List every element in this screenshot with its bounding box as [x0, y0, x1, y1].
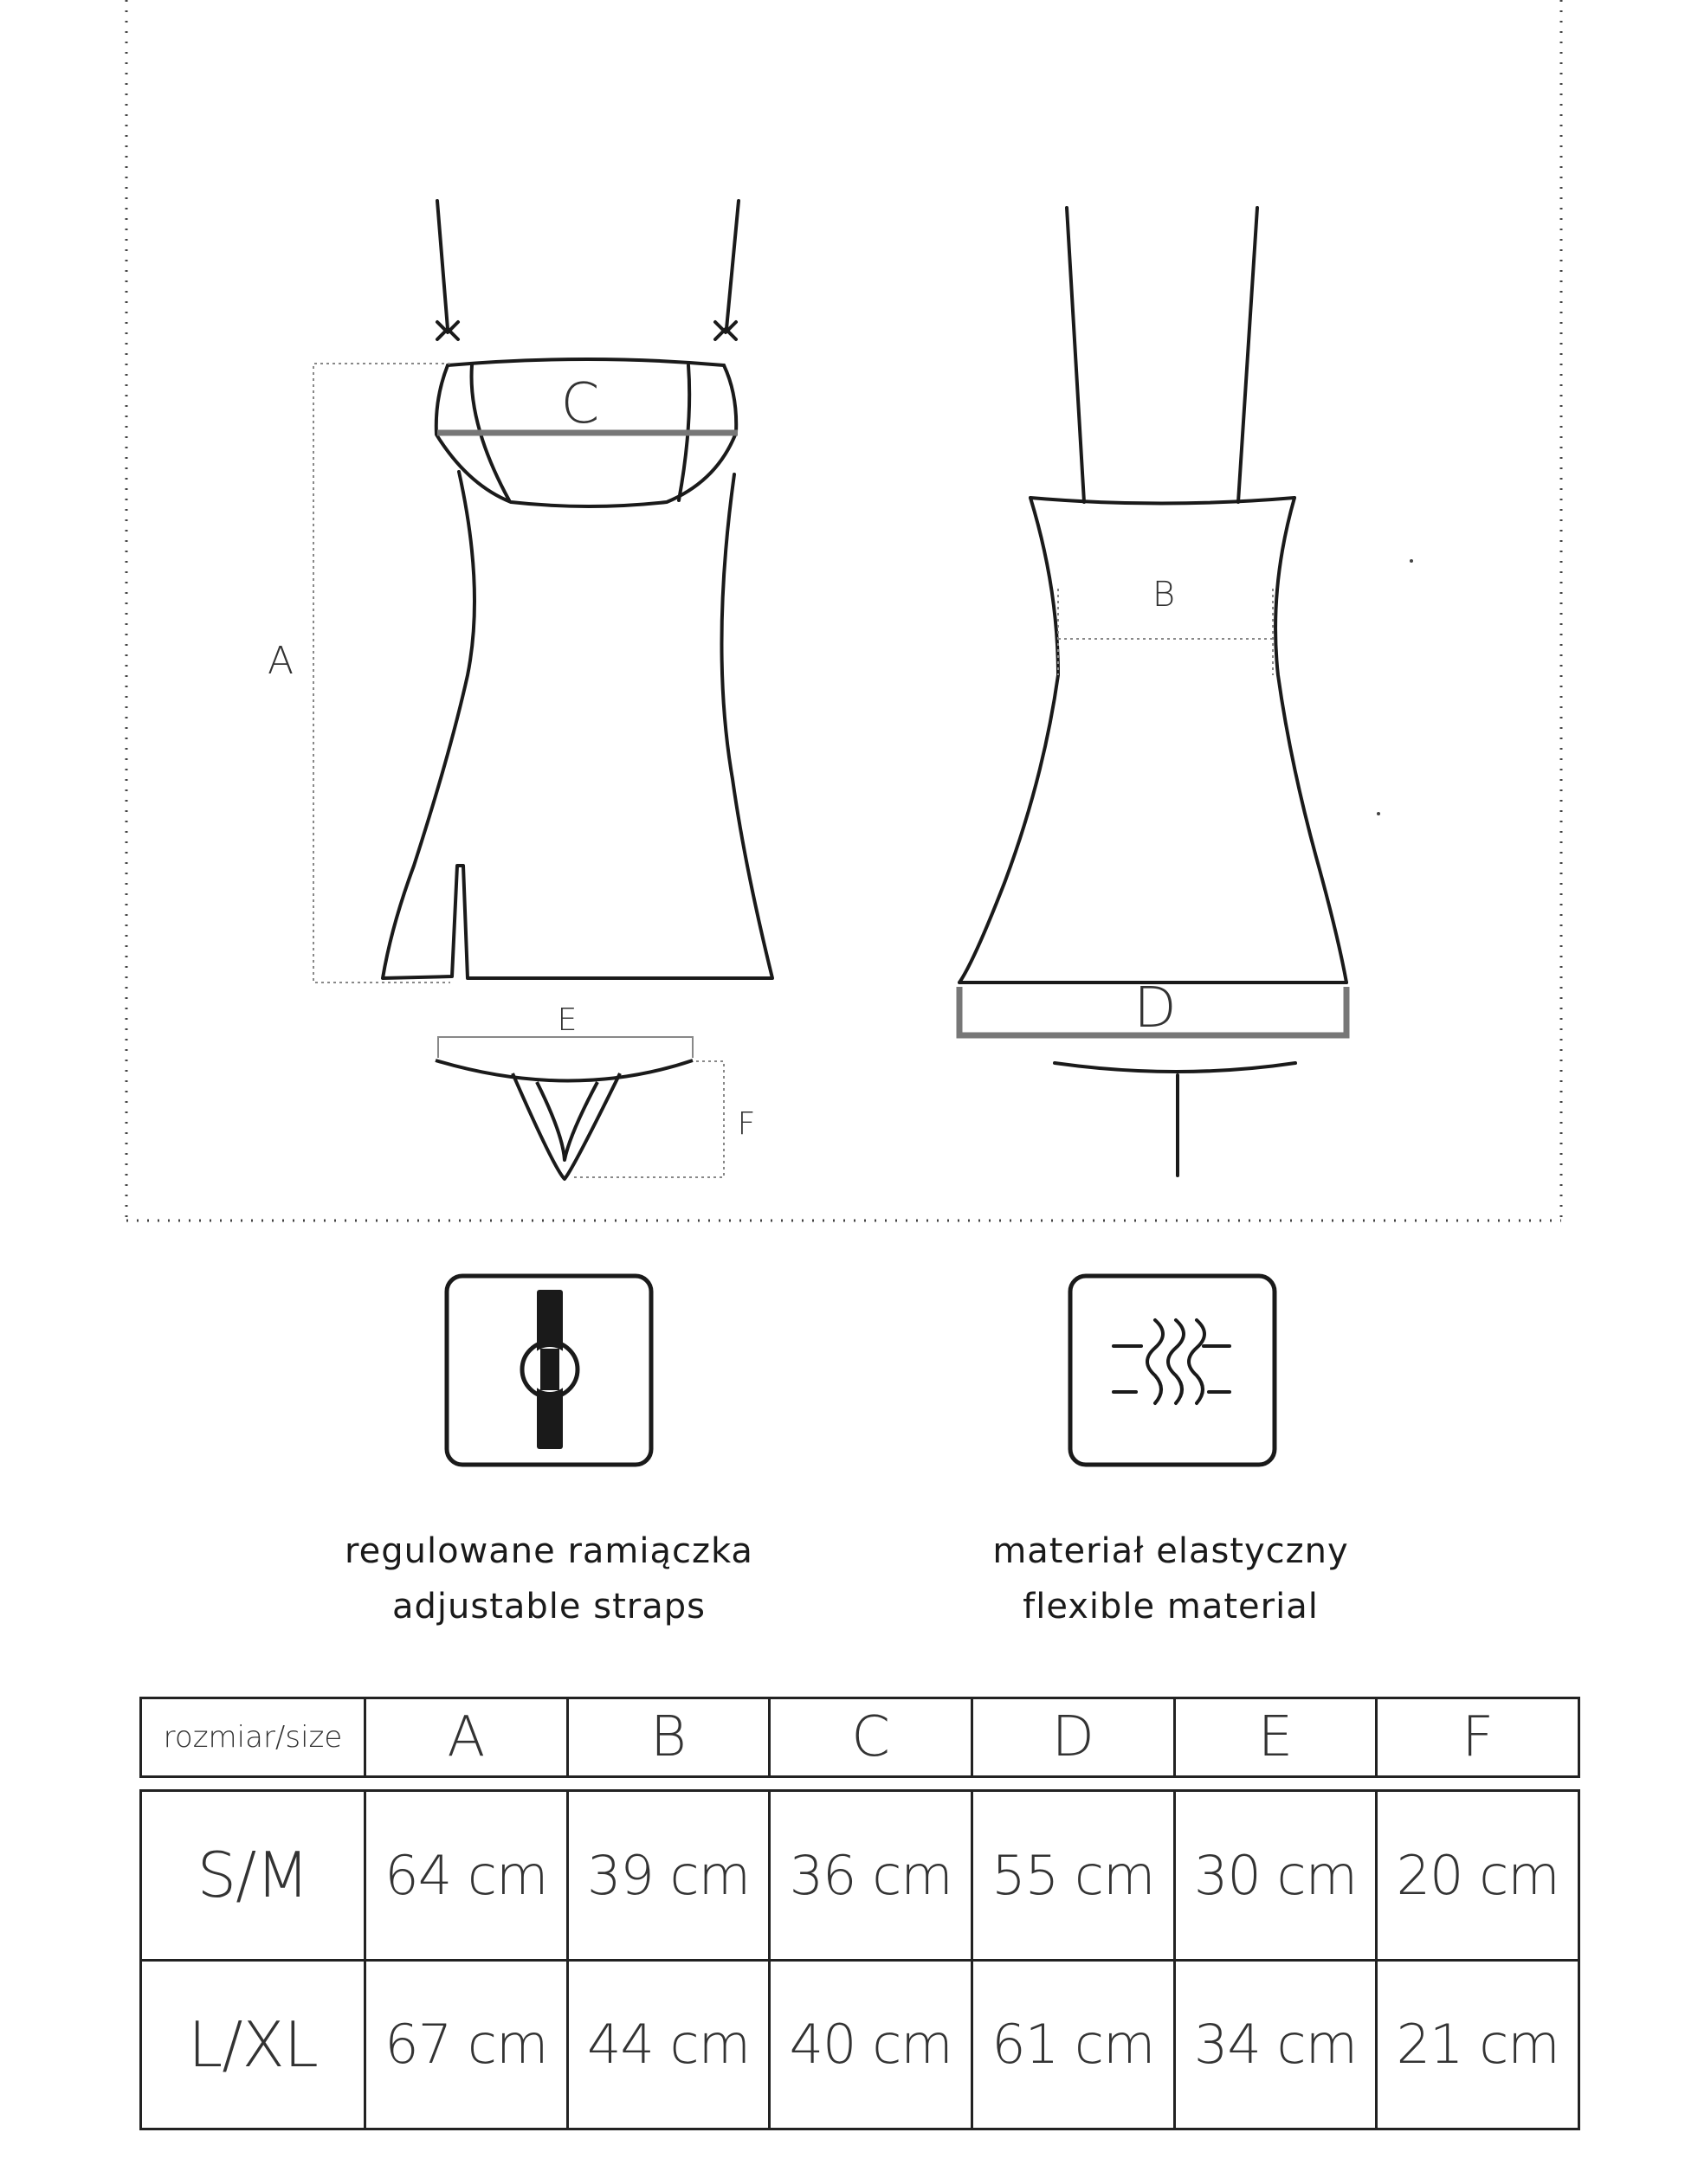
size-table — [139, 1789, 1580, 2130]
table-header-row — [141, 1698, 1579, 1777]
table-row — [141, 1960, 1579, 2129]
table-cell: 64 cm — [365, 1791, 568, 1961]
header-col-f: F — [1377, 1698, 1579, 1777]
feature-text-pl: materiał elastyczny — [992, 1531, 1349, 1571]
label-a: A — [267, 639, 294, 683]
table-cell: 20 cm — [1377, 1791, 1579, 1961]
size-name: S/M — [141, 1791, 365, 1961]
feature-text-en: adjustable straps — [392, 1587, 706, 1627]
header-col-a: A — [365, 1698, 568, 1777]
size-table-header — [139, 1697, 1580, 1778]
feature-adjustable-straps — [289, 1524, 809, 1634]
table-cell: 21 cm — [1377, 1960, 1579, 2129]
table-cell: 44 cm — [567, 1960, 770, 2129]
front-measure-lines — [313, 364, 738, 982]
stray-dot — [1377, 812, 1380, 815]
table-cell: 39 cm — [567, 1791, 770, 1961]
header-col-c: C — [770, 1698, 972, 1777]
header-size-label: rozmiar/size — [141, 1698, 365, 1777]
label-c: C — [560, 372, 600, 436]
label-d: D — [1133, 976, 1177, 1040]
table-cell: 30 cm — [1174, 1791, 1377, 1961]
header-col-b: B — [567, 1698, 770, 1777]
thong-measure-lines — [438, 1037, 724, 1177]
label-b: B — [1152, 575, 1176, 615]
size-name: L/XL — [141, 1960, 365, 2129]
stretch-fabric-icon — [1070, 1276, 1275, 1465]
feature-text-pl: regulowane ramiączka — [345, 1531, 753, 1571]
feature-flexible-material — [911, 1524, 1430, 1634]
table-cell: 34 cm — [1174, 1960, 1377, 2129]
back-measure-lines — [959, 589, 1346, 1035]
table-row — [141, 1791, 1579, 1961]
label-f: F — [737, 1106, 756, 1142]
header-col-e: E — [1174, 1698, 1377, 1777]
table-cell: 55 cm — [972, 1791, 1174, 1961]
stray-dot — [1410, 559, 1413, 563]
thong-drawing — [436, 1060, 693, 1179]
feature-text-en: flexible material — [1023, 1587, 1319, 1627]
header-col-d: D — [972, 1698, 1174, 1777]
table-cell: 36 cm — [770, 1791, 972, 1961]
table-cell: 40 cm — [770, 1960, 972, 2129]
table-cell: 67 cm — [365, 1960, 568, 2129]
front-chemise-drawing — [383, 201, 772, 978]
adjustable-strap-icon — [447, 1276, 651, 1465]
table-cell: 61 cm — [972, 1960, 1174, 2129]
label-e: E — [557, 1002, 578, 1038]
